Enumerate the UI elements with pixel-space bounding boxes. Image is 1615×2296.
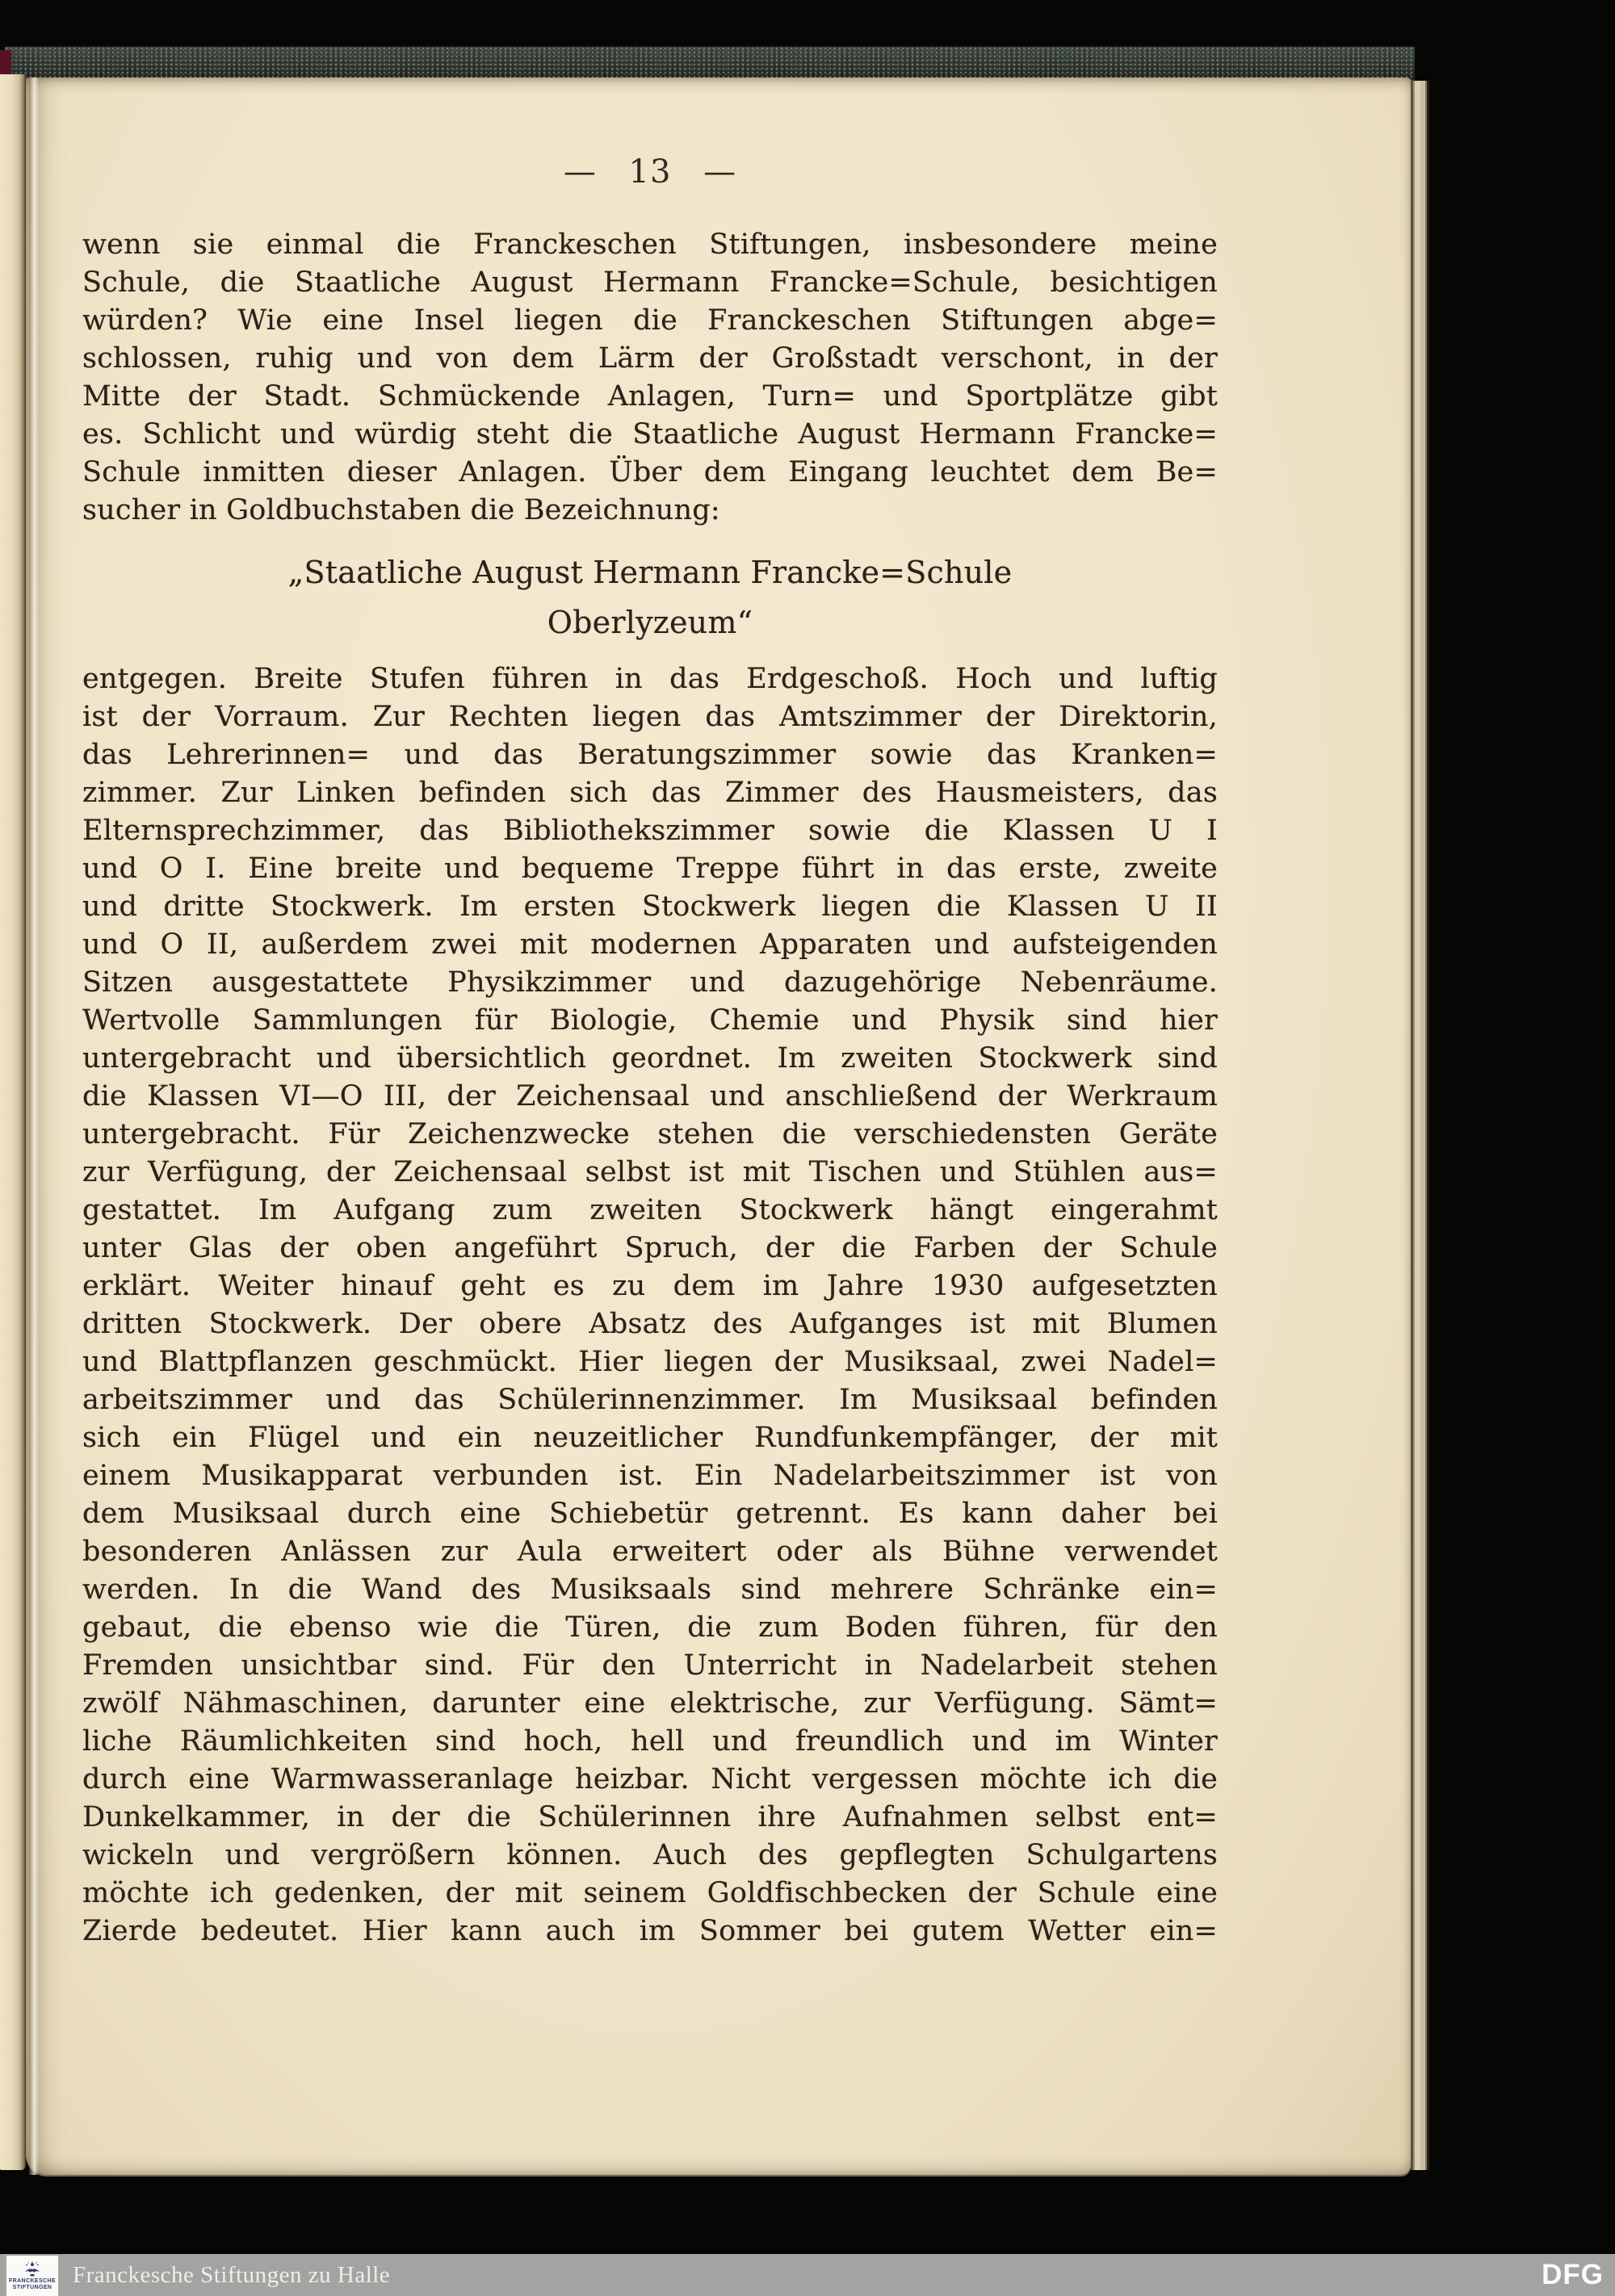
page-number: — 13 — bbox=[563, 153, 737, 191]
facing-page-edge bbox=[0, 74, 26, 2170]
text-line: zimmer. Zur Linken befinden sich das Zimmer des Hausmeisters, das bbox=[82, 777, 1218, 809]
text-line: ist der Vorraum. Zur Rechten liegen das Amtszimmer der Direktorin, bbox=[82, 701, 1218, 733]
text-line: dritten Stockwerk. Der obere Absatz des Aufganges ist mit Blumen bbox=[82, 1308, 1218, 1340]
institution-name: Franckesche Stiftungen zu Halle bbox=[73, 2262, 391, 2288]
text-line: sucher in Goldbuchstaben die Bezeichnung: bbox=[82, 494, 720, 526]
text-line: Sitzen ausgestattete Physikzimmer und dazugehörige Nebenräume. bbox=[82, 966, 1218, 999]
text-line: dem Musiksaal durch eine Schiebetür getrennt. Es kann daher bei bbox=[82, 1498, 1218, 1530]
inscription-block bbox=[82, 547, 1218, 647]
text-line: gestattet. Im Aufgang zum zweiten Stockwerk hängt eingerahmt bbox=[82, 1194, 1218, 1226]
text-line: untergebracht und übersichtlich geordnet. Im zweiten Stockwerk sind bbox=[82, 1042, 1218, 1075]
text-line: und dritte Stockwerk. Im ersten Stockwerk liegen die Klassen U II bbox=[82, 890, 1218, 923]
francke-stiftungen-logo bbox=[6, 2256, 58, 2296]
text-line: sich ein Flügel und ein neuzeitlicher Rundfunkempfänger, der mit bbox=[82, 1422, 1218, 1454]
text-line: untergebracht. Für Zeichenzwecke stehen die verschiedensten Geräte bbox=[82, 1118, 1218, 1150]
text-line: Zierde bedeutet. Hier kann auch im Sommer bei gutem Wetter ein= bbox=[82, 1915, 1218, 1947]
text-line: es. Schlicht und würdig steht die Staatliche August Hermann Francke= bbox=[82, 418, 1218, 450]
paragraph bbox=[82, 660, 1218, 1950]
text-line: Schule inmitten dieser Anlagen. Über dem Eingang leuchtet dem Be= bbox=[82, 456, 1218, 488]
text-line: zwölf Nähmaschinen, darunter eine elektrische, zur Verfügung. Sämt= bbox=[82, 1687, 1218, 1720]
logo-caption bbox=[9, 2278, 56, 2291]
text-line: werden. In die Wand des Musiksaals sind mehrere Schränke ein= bbox=[82, 1573, 1218, 1606]
logo-caption-line1: FRANCKESCHE bbox=[8, 2277, 57, 2284]
text-line: durch eine Warmwasseranlage heizbar. Nicht vergessen möchte ich die bbox=[82, 1763, 1218, 1795]
text-line: besonderen Anlässen zur Aula erweitert oder als Bühne verwendet bbox=[82, 1536, 1218, 1568]
text-line: einem Musikapparat verbunden ist. Ein Nadelarbeitszimmer ist von bbox=[82, 1460, 1218, 1492]
text-line: Fremden unsichtbar sind. Für den Unterricht in Nadelarbeit stehen bbox=[82, 1649, 1218, 1682]
text-line: Dunkelkammer, in der die Schülerinnen ihre Aufnahmen selbst ent= bbox=[82, 1801, 1218, 1833]
text-line: das Lehrerinnen= und das Beratungszimmer sowie das Kranken= bbox=[82, 739, 1218, 771]
text-line: und O I. Eine breite und bequeme Treppe führt in das erste, zweite bbox=[82, 853, 1218, 885]
text-line: entgegen. Breite Stufen führen in das Erdgeschoß. Hoch und luftig bbox=[82, 663, 1218, 695]
text-line: zur Verfügung, der Zeichensaal selbst ist mit Tischen und Stühlen aus= bbox=[82, 1156, 1218, 1188]
text-line: möchte ich gedenken, der mit seinem Goldfischbecken der Schule eine bbox=[82, 1877, 1218, 1909]
text-line: erklärt. Weiter hinauf geht es zu dem im Jahre 1930 aufgesetzten bbox=[82, 1270, 1218, 1302]
text-line: Mitte der Stadt. Schmückende Anlagen, Turn= und Sportplätze gibt bbox=[82, 380, 1218, 413]
paragraph bbox=[82, 226, 1218, 530]
text-line: und Blattpflanzen geschmückt. Hier liegen der Musiksaal, zwei Nadel= bbox=[82, 1346, 1218, 1378]
text-line: unter Glas der oben angeführt Spruch, der die Farben der Schule bbox=[82, 1232, 1218, 1264]
text-line: Elternsprechzimmer, das Bibliothekszimmer sowie die Klassen U I bbox=[82, 815, 1218, 847]
text-line: würden? Wie eine Insel liegen die Franckeschen Stiftungen abge= bbox=[82, 304, 1218, 337]
text-line: die Klassen VI—O III, der Zeichensaal und anschließend der Werkraum bbox=[82, 1080, 1218, 1112]
text-line: schlossen, ruhig und von dem Lärm der Großstadt verschont, in der bbox=[82, 342, 1218, 375]
page-gutter-fold bbox=[29, 78, 39, 2175]
text-line: gebaut, die ebenso wie die Türen, die zum Boden führen, für den bbox=[82, 1611, 1218, 1644]
inscription-line: Oberlyzeum“ bbox=[547, 605, 753, 640]
francke-eagle-sun-icon bbox=[23, 2261, 41, 2277]
text-line: liche Räumlichkeiten sind hoch, hell und freundlich und im Winter bbox=[82, 1725, 1218, 1758]
text-line: und O II, außerdem zwei mit modernen Apparaten und aufsteigenden bbox=[82, 928, 1218, 961]
book-fore-edge-pages bbox=[1411, 81, 1429, 2170]
text-line: Wertvolle Sammlungen für Biologie, Chemie und Physik sind hier bbox=[82, 1004, 1218, 1037]
book-page-paper bbox=[26, 78, 1411, 2175]
text-line: arbeitszimmer und das Schülerinnenzimmer. Im Musiksaal befinden bbox=[82, 1384, 1218, 1416]
logo-caption-line2: STIFTUNGEN bbox=[12, 2284, 52, 2290]
text-line: wenn sie einmal die Franckeschen Stiftungen, insbesondere meine bbox=[82, 228, 1218, 261]
page-text bbox=[82, 226, 1218, 1950]
inscription-line: „Staatliche August Hermann Francke=Schule bbox=[287, 555, 1013, 590]
text-line: wickeln und vergrößern können. Auch des gepflegten Schulgartens bbox=[82, 1839, 1218, 1871]
text-line: Schule, die Staatliche August Hermann Francke=Schule, besichtigen bbox=[82, 266, 1218, 299]
dfg-logo: DFG bbox=[1542, 2259, 1604, 2290]
